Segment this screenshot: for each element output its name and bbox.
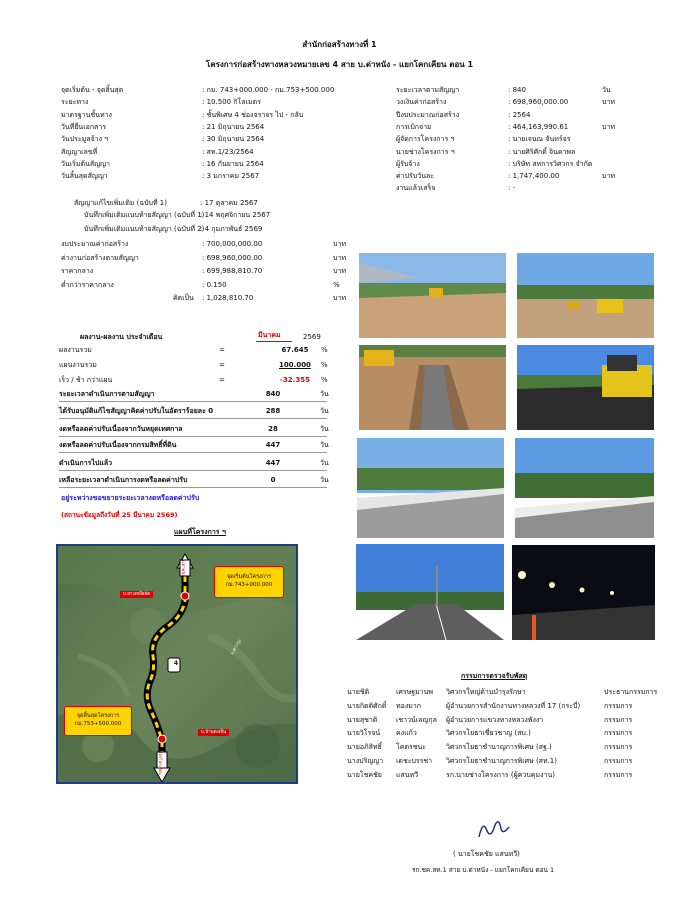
progress-unit: %: [321, 361, 328, 369]
member-title: วิศวกรโยธาเชี่ยวชาญ (สบ.): [446, 729, 531, 738]
end-km: กม.753+500.000: [74, 721, 122, 727]
row-divider: [59, 436, 327, 437]
day-unit: วัน: [320, 441, 329, 449]
day-label: ระยะเวลาดำเนินการตามสัญญา: [59, 390, 155, 398]
day-unit: วัน: [320, 407, 329, 415]
project-title: โครงการก่อสร้างทางหลวงหมายเลข 4 สาย บ.ด่าหนัง - แยกโคกเคียน ตอน 1: [205, 60, 474, 69]
amendment-label: สัญญาแก้ไขเพิ่มเติม (ฉบับที่ 1): [74, 199, 167, 207]
progress-row: [59, 359, 349, 371]
committee-title: กรรมการตรวจรับพัสดุ: [461, 672, 528, 680]
info-value: : บริษัท สหการวิศวกร จำกัด: [508, 159, 593, 168]
info-label: มาตรฐานชั้นทาง: [61, 110, 112, 119]
member-role: กรรมการ: [604, 770, 633, 779]
member-first-name: นายสุชาติ: [347, 715, 378, 724]
budget-label: ค่างานก่อสร้างตามสัญญา: [61, 253, 139, 262]
member-role: ประธานกรรมการ: [604, 688, 658, 696]
amendment-value: : 4 กุมภาพันธ์ 2569: [200, 225, 263, 233]
photo-drainage: [359, 345, 506, 430]
place-mid: บ.ดาวรุ่ง: [230, 638, 243, 657]
office-title: สำนักก่อสร้างทางที่ 1: [302, 40, 377, 49]
north-label: บ.ด่าหนัง: [181, 560, 186, 576]
progress-dash: =: [219, 346, 225, 354]
info-value: : 30 มิถุนายน 2564: [202, 135, 265, 144]
info-value: : 3 มกราคม 2567: [202, 172, 260, 181]
member-last-name: เดชะบรรชา: [396, 757, 433, 765]
amendment-value: : 17 ตุลาคม 2567: [200, 199, 258, 207]
member-title: รก.นายช่างโครงการ (ผู้ควบคุมงาน): [446, 770, 555, 779]
signer-position: รก.ชค.สท.1 สาย บ.ด่าหนัง - แยกโคกเคียน ตอน 1: [412, 866, 555, 874]
info-label: จุดเริ่มต้น - จุดสิ้นสุด: [61, 86, 124, 94]
member-last-name: ทองมาก: [396, 701, 422, 710]
day-unit: วัน: [320, 459, 329, 467]
member-title: วิศวกรใหญ่ด้านบำรุงรักษา: [446, 688, 526, 696]
member-last-name: โคตรชนะ: [396, 743, 427, 752]
budget-unit: บาท: [333, 267, 346, 275]
day-label: เหลือระยะเวลาดำเนินการงดหรือลดค่าปรับ: [59, 476, 188, 484]
member-role: กรรมการ: [604, 757, 633, 765]
progress-label: ผลงานรวม: [59, 346, 92, 354]
member-last-name: แสนทวี: [396, 770, 419, 779]
member-last-name: คงแก้ว: [396, 729, 417, 738]
amendment-label: บันทึกเพิ่มเติมแนบท้ายสัญญา (ฉบับที่ 2): [84, 225, 205, 233]
day-label: งดหรือลดค่าปรับเนื่องจากวันหยุดเทศกาล: [59, 425, 183, 433]
info-label: วันที่ยื่นเอกสาร: [61, 122, 107, 131]
info-value: : 1,747,400.00: [508, 172, 560, 181]
day-value: 447: [265, 441, 281, 449]
info-label: นายช่างโครงการ ฯ: [396, 147, 455, 156]
info-label: ค่าปรับวันละ: [396, 172, 435, 181]
signature-mark: [475, 815, 515, 841]
member-title: วิศวกรโยธาชำนาญการพิเศษ (สท.1): [446, 757, 557, 765]
project-map: [56, 544, 298, 784]
day-unit: วัน: [320, 390, 329, 398]
progress-dash: =: [219, 376, 225, 384]
member-last-name: เศรษฐมานพ: [396, 688, 434, 696]
info-unit: บาท: [602, 98, 615, 107]
photo-earthwork-1: [359, 253, 506, 338]
member-first-name: นายวิโรจน์: [347, 729, 381, 738]
day-unit: วัน: [320, 476, 329, 484]
member-role: กรรมการ: [604, 743, 633, 752]
info-label: สัญญาเลขที่: [61, 147, 98, 156]
start-callout: [214, 566, 284, 598]
info-label: วันประมูลจ้าง ฯ: [61, 135, 109, 144]
diff-value: : 1,028,810.70: [202, 294, 254, 302]
south-label: แยกโคกเคียน: [158, 751, 163, 775]
member-title: ผู้อำนวยการสำนักงานทางหลวงที่ 17 (กระบี่): [446, 701, 581, 710]
member-role: กรรมการ: [604, 729, 633, 738]
row-divider: [59, 401, 327, 402]
day-unit: วัน: [320, 425, 329, 433]
photo-paving: [517, 345, 654, 430]
progress-year: 2569: [303, 333, 321, 341]
status-text: อยู่ระหว่างขอขยายระยะเวลางดหรือลดค่าปรับ: [61, 494, 200, 502]
info-value: : ชั้นพิเศษ 4 ช่องจราจร ไป - กลับ: [202, 110, 304, 119]
progress-value: -32.355: [280, 376, 310, 384]
amendment-value: : 14 พฤศจิกายน 2567: [200, 211, 271, 219]
photo-road-1: [357, 438, 504, 538]
budget-label: ต่ำกว่าราคากลาง: [61, 280, 114, 289]
member-last-name: เชาวน์เลญกุล: [396, 715, 437, 724]
signer-name: ( นายโชคชัย แสนทวี): [453, 850, 520, 858]
budget-unit: บาท: [333, 240, 346, 248]
info-value: : -: [508, 184, 516, 193]
member-first-name: นายชิติ: [347, 688, 370, 696]
day-value: 447: [265, 459, 281, 467]
member-role: กรรมการ: [604, 701, 633, 710]
progress-value: 100.000: [279, 361, 311, 369]
end-pin-icon: [158, 735, 166, 743]
info-value: : 464,163,990.61: [508, 122, 569, 131]
day-value: 288: [265, 407, 281, 415]
start-km: กม.743+000.000: [225, 582, 273, 588]
member-role: กรรมการ: [604, 715, 633, 724]
progress-month: มีนาคม: [258, 331, 281, 339]
data-as-of: (สถานะข้อมูลถึงวันที่ 25 มีนาคม 2569): [61, 511, 178, 519]
info-value: : สท.1/23/2564: [202, 147, 254, 156]
budget-value: : 0.150: [202, 280, 227, 289]
place-top: บ.ยางเหลือจัด: [120, 591, 153, 598]
info-value: : 16 กันยายน 2564: [202, 159, 264, 168]
info-value: : นายเจนณ จันทร์จร: [508, 135, 571, 144]
member-title: ผู้อำนวยการแขวงทางหลวงพังงา: [446, 715, 544, 724]
photo-road-3: [356, 544, 504, 640]
member-first-name: นายอภิสิทธิ์: [347, 743, 382, 752]
budget-label: งบประมาณค่าก่อสร้าง: [61, 240, 129, 248]
info-label: ปีงบประมาณก่อสร้าง: [396, 110, 460, 119]
day-value: 840: [265, 390, 281, 398]
progress-row: [59, 374, 349, 386]
member-first-name: นางปริญญา: [347, 757, 384, 765]
progress-row: [59, 344, 349, 356]
photo-road-2: [515, 438, 654, 538]
day-label: ได้รับอนุมัติแก้ไขสัญญาคิดค่าปรับในอัตราร้อยละ 0: [59, 407, 214, 415]
info-value: : นายศิริศักดิ์ จินดาพล: [508, 147, 576, 156]
route-number: 4: [173, 660, 179, 667]
info-value: : 840: [508, 86, 526, 94]
place-bottom: บ.บ้านดงเย็น: [198, 729, 229, 736]
day-value: 0: [270, 476, 276, 484]
progress-label: แผนงานรวม: [59, 361, 97, 369]
photo-night: [512, 545, 655, 640]
info-label: ระยะเวลาตามสัญญา: [396, 86, 460, 94]
day-label: ดำเนินการไปแล้ว: [59, 459, 113, 467]
row-divider: [59, 470, 327, 471]
end-callout: [64, 706, 132, 736]
start-label: จุดเริ่มต้นโครงการ: [226, 574, 272, 580]
progress-unit: %: [321, 346, 328, 354]
info-unit: บาท: [602, 122, 615, 131]
progress-dash: =: [219, 361, 225, 369]
day-label: งดหรือลดค่าปรับเนื่องจากกรมสิทธิ์ที่ดิน: [59, 441, 177, 449]
row-divider: [59, 452, 327, 453]
budget-value: : 700,000,000.00: [202, 240, 263, 248]
map-title: แผนที่โครงการ ฯ: [174, 528, 226, 536]
row-divider: [59, 418, 327, 419]
row-divider: [59, 487, 327, 488]
info-label: วงเงินค่าก่อสร้าง: [396, 98, 447, 107]
budget-label: ราคากลาง: [61, 267, 94, 275]
progress-label: เร็ว / ช้า กว่าแผน: [59, 376, 113, 384]
info-value: : 698,960,000.00: [508, 98, 569, 107]
budget-value: : 699,988,810.70: [202, 267, 263, 275]
amendment-label: บันทึกเพิ่มเติมแนบท้ายสัญญา (ฉบับที่ 1): [84, 211, 205, 219]
info-value: : กม. 743+000.000 - กม.753+500.000: [202, 86, 335, 94]
progress-value: 67.645: [281, 346, 309, 354]
progress-unit: %: [321, 376, 328, 384]
info-value: : 2564: [508, 110, 531, 119]
info-label: ผู้จัดการโครงการ ฯ: [396, 135, 455, 144]
info-unit: วัน: [602, 86, 611, 94]
info-value: : 10.500 กิโลเมตร: [202, 98, 261, 107]
info-label: การเบิกจ่าย: [396, 122, 432, 131]
diff-unit: บาท: [333, 294, 346, 302]
progress-title: ผลงาน-ผลงาน ประจำเดือน: [80, 333, 163, 341]
info-label: ระยะทาง: [61, 98, 89, 107]
info-value: : 21 มิถุนายน 2564: [202, 122, 265, 131]
diff-label: คิดเป็น: [173, 294, 194, 302]
member-title: วิศวกรโยธาชำนาญการพิเศษ (สฐ.): [446, 743, 552, 752]
end-label: จุดสิ้นสุดโครงการ: [76, 713, 120, 719]
info-label: วันสิ้นสุดสัญญา: [61, 172, 108, 181]
photo-earthwork-2: [517, 253, 654, 338]
info-label: วันเริ่มต้นสัญญา: [61, 159, 110, 168]
budget-unit: บาท: [333, 253, 346, 262]
info-label: งานแล้วเสร็จ: [396, 184, 436, 193]
info-label: ผู้รับจ้าง: [396, 159, 420, 168]
budget-value: : 698,960,000.00: [202, 253, 263, 262]
info-unit: บาท: [602, 172, 615, 181]
budget-unit: %: [333, 280, 340, 289]
month-underline: [256, 341, 292, 342]
member-first-name: นายกิตติศักดิ์: [347, 701, 387, 710]
member-first-name: นายโชคชัย: [347, 770, 382, 779]
day-value: 28: [268, 425, 278, 433]
start-pin-icon: [181, 592, 189, 600]
